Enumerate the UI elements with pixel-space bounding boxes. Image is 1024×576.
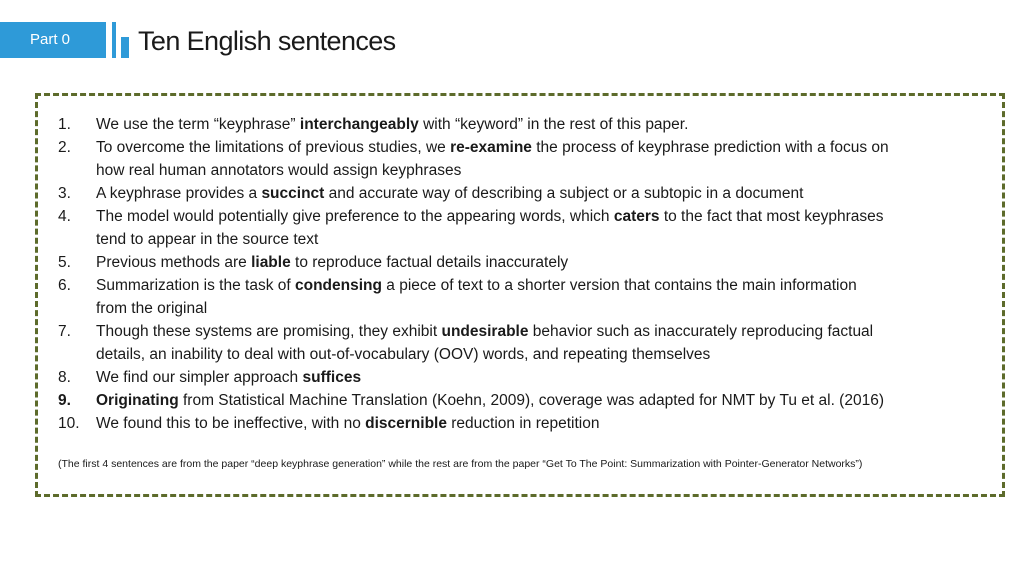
item-number: 5. bbox=[58, 254, 71, 271]
sentence-box bbox=[35, 93, 1005, 497]
source-note: (The first 4 sentences are from the paper “deep keyphrase generation” while the rest are from the paper “Get To The Point: Summarization with Pointer-Generator Networks”) bbox=[58, 458, 863, 470]
sentence-text: to reproduce factual details inaccurately bbox=[290, 254, 569, 271]
sentence-text: Previous methods are bbox=[96, 254, 252, 271]
accent-bar-thin bbox=[112, 22, 116, 58]
sentence-text: behavior such as inaccurately reproducing factual details, an inability to deal with out-of-vocabulary (OOV) words, and repeating themselves bbox=[96, 323, 874, 363]
sentence-keyword: condensing bbox=[295, 277, 382, 294]
sentence-keyword: discernible bbox=[365, 415, 447, 432]
sentence-text: We found this to be ineffective, with no bbox=[96, 415, 366, 432]
sentence-list bbox=[58, 113, 1003, 435]
part-label-tab: Part 0 bbox=[0, 22, 106, 58]
sentence-keyword: interchangeably bbox=[299, 116, 419, 133]
sentence-text: Summarization is the task of bbox=[96, 277, 295, 294]
item-number: 9. bbox=[58, 392, 71, 409]
item-number: 3. bbox=[58, 185, 71, 202]
list-item bbox=[58, 320, 1003, 366]
sentence-text: We find our simpler approach bbox=[96, 369, 303, 386]
list-item bbox=[58, 366, 1003, 389]
sentence-keyword: caters bbox=[613, 208, 660, 225]
sentence-text: with “keyword” in the rest of this paper. bbox=[418, 116, 689, 133]
item-number: 10. bbox=[58, 415, 80, 432]
sentence-text: a piece of text to a shorter version that contains the main information from the original bbox=[96, 277, 857, 317]
sentence-keyword: undesirable bbox=[441, 323, 529, 340]
item-number: 4. bbox=[58, 208, 71, 225]
sentence-text: A keyphrase provides a bbox=[96, 185, 262, 202]
item-number: 8. bbox=[58, 369, 71, 386]
list-item bbox=[58, 205, 1003, 251]
page-title: Ten English sentences bbox=[138, 26, 396, 56]
list-item bbox=[58, 274, 1003, 320]
list-item bbox=[58, 251, 1003, 274]
item-number: 1. bbox=[58, 116, 71, 133]
list-item bbox=[58, 389, 1003, 412]
list-item bbox=[58, 113, 1003, 136]
sentence-text: and accurate way of describing a subject or a subtopic in a document bbox=[324, 185, 804, 202]
sentence-keyword: re-examine bbox=[450, 139, 532, 156]
sentence-text: To overcome the limitations of previous studies, we bbox=[96, 139, 451, 156]
list-item bbox=[58, 182, 1003, 205]
sentence-text: The model would potentially give preference to the appearing words, which bbox=[96, 208, 614, 225]
list-item bbox=[58, 136, 1003, 182]
item-number: 7. bbox=[58, 323, 71, 340]
item-number: 2. bbox=[58, 139, 71, 156]
sentence-text: to the fact that most keyphrases tend to appear in the source text bbox=[96, 208, 884, 248]
sentence-keyword: suffices bbox=[302, 369, 362, 386]
sentence-keyword: Originating bbox=[96, 392, 179, 409]
sentence-text: the process of keyphrase prediction with a focus on how real human annotators would assign keyphrases bbox=[96, 139, 889, 179]
sentence-keyword: succinct bbox=[261, 185, 325, 202]
list-item bbox=[58, 412, 1003, 435]
sentence-text: reduction in repetition bbox=[446, 415, 600, 432]
accent-bar-thick bbox=[121, 37, 129, 58]
sentence-text: Though these systems are promising, they exhibit bbox=[96, 323, 442, 340]
item-number: 6. bbox=[58, 277, 71, 294]
sentence-text: We use the term “keyphrase” bbox=[96, 116, 300, 133]
sentence-text: from Statistical Machine Translation (Koehn, 2009), coverage was adapted for NMT by Tu et al. (2016) bbox=[178, 392, 884, 409]
sentence-keyword: liable bbox=[251, 254, 291, 271]
